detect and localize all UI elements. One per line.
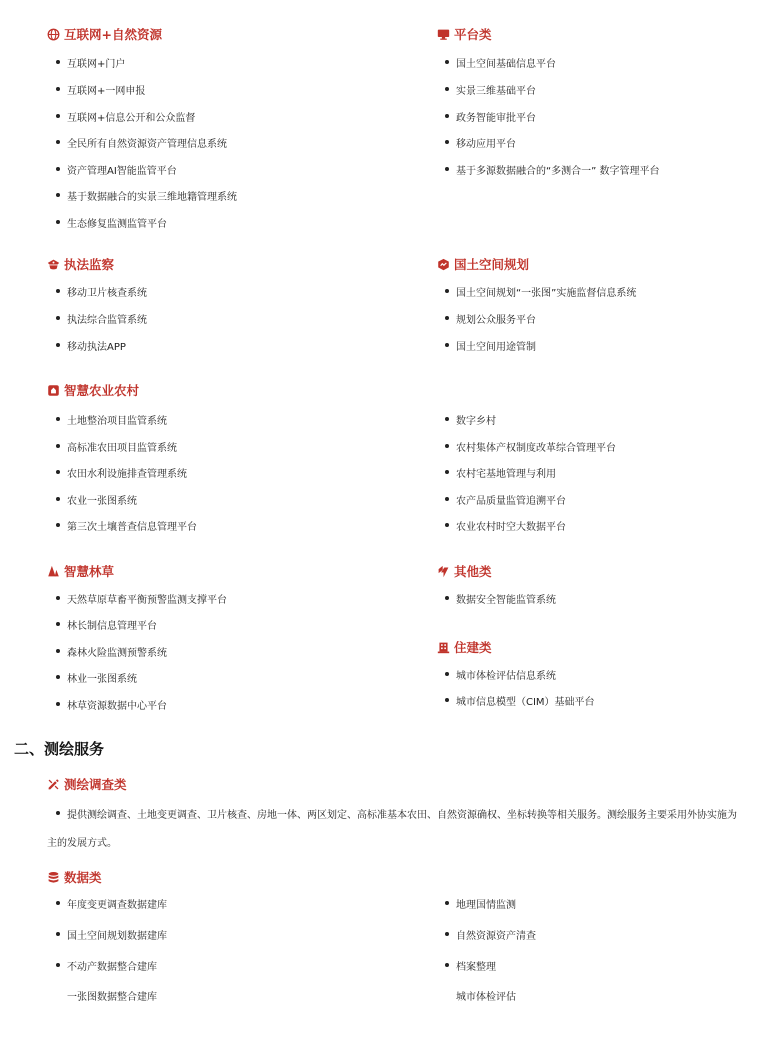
section-title-other <box>437 562 492 580</box>
list-item: 城市信息模型（CIM）基础平台 <box>456 693 595 708</box>
section-title-agri <box>47 381 139 399</box>
list-item: 城市体检评估信息系统 <box>456 667 556 682</box>
list-item: 国土空间用途管制 <box>456 338 536 353</box>
survey-description-line-1: 提供测绘调查、土地变更调查、卫片核查、房地一体、两区划定、高标准基本农田、自然资源确权、坐标转换等相关服务。测绘服务主要采用外协实施为 <box>67 806 737 821</box>
list-item: 一张图数据整合建库 <box>67 992 157 1003</box>
police-cap-icon <box>47 258 60 271</box>
list-item: 移动应用平台 <box>456 135 516 150</box>
hexagon-chart-icon <box>437 258 450 271</box>
section-title-data-label: 数据类 <box>64 870 102 885</box>
bolt-icon <box>437 565 450 578</box>
list-item: 农业一张图系统 <box>67 492 137 507</box>
list-item: 不动产数据整合建库 <box>67 958 157 973</box>
section-title-planning <box>437 255 529 273</box>
monitor-icon <box>437 28 450 41</box>
section-title-survey-label: 测绘调查类 <box>64 777 127 792</box>
section-title-enforcement-label: 执法监察 <box>64 257 115 272</box>
list-item: 国土空间基础信息平台 <box>456 55 556 70</box>
list-item: 数据安全智能监管系统 <box>456 591 556 606</box>
list-item: 农产品质量监管追溯平台 <box>456 492 566 507</box>
list-item: 规划公众服务平台 <box>456 311 536 326</box>
farm-icon <box>47 384 60 397</box>
list-item: 互联网+信息公开和公众监督 <box>67 109 195 124</box>
list-item: 高标准农田项目监管系统 <box>67 439 177 454</box>
list-item: 森林火险监测预警系统 <box>67 644 167 659</box>
database-icon <box>47 871 60 884</box>
list-item: 年度变更调查数据建库 <box>67 896 167 911</box>
section-title-internet <box>47 25 162 43</box>
pencil-ruler-icon <box>47 778 60 791</box>
list-item: 国土空间规划“一张图”实施监督信息系统 <box>456 284 636 299</box>
list-item: 政务智能审批平台 <box>456 109 536 124</box>
list-item: 农村宅基地管理与利用 <box>456 465 556 480</box>
building-icon <box>437 641 450 654</box>
list-item: 全民所有自然资源资产管理信息系统 <box>67 135 227 150</box>
list-item: 资产管理AI智能监管平台 <box>67 162 177 177</box>
section-title-construction-label: 住建类 <box>454 640 492 655</box>
list-item: 互联网+一网申报 <box>67 82 145 97</box>
list-item: 农村集体产权制度改革综合管理平台 <box>456 439 616 454</box>
section-title-agri-label: 智慧农业农村 <box>64 383 140 398</box>
list-item: 自然资源资产清查 <box>456 927 536 942</box>
section-title-construction <box>437 638 492 656</box>
section-title-forest-label: 智慧林草 <box>64 564 115 579</box>
list-item: 农业农村时空大数据平台 <box>456 518 566 533</box>
section-title-platform-label: 平台类 <box>454 27 492 42</box>
list-item: 档案整理 <box>456 958 496 973</box>
section-title-data <box>47 868 102 886</box>
section-title-enforcement <box>47 255 114 273</box>
section-title-survey <box>47 775 127 793</box>
list-item: 互联网+门户 <box>67 55 125 70</box>
section-heading-surveying-services: 二、测绘服务 <box>14 740 105 758</box>
section-title-platform <box>437 25 492 43</box>
list-item: 基于数据融合的实景三维地籍管理系统 <box>67 188 237 203</box>
survey-description-line-2: 主的发展方式。 <box>47 838 117 849</box>
section-title-forest <box>47 562 114 580</box>
list-item: 国土空间规划数据建库 <box>67 927 167 942</box>
list-item: 地理国情监测 <box>456 896 516 911</box>
list-item: 生态修复监测监管平台 <box>67 215 167 230</box>
list-item: 林长制信息管理平台 <box>67 617 157 632</box>
list-item: 基于多源数据融合的“多测合一” 数字管理平台 <box>456 162 660 177</box>
section-title-planning-label: 国土空间规划 <box>454 257 530 272</box>
section-title-internet-label: 互联网+自然资源 <box>64 27 162 42</box>
list-item: 执法综合监管系统 <box>67 311 147 326</box>
list-item: 第三次土壤普查信息管理平台 <box>67 518 197 533</box>
list-item: 林草资源数据中心平台 <box>67 697 167 712</box>
list-item: 移动执法APP <box>67 338 126 353</box>
list-item: 城市体检评估 <box>456 992 516 1003</box>
globe-icon <box>47 28 60 41</box>
list-item: 移动卫片核查系统 <box>67 284 147 299</box>
list-item: 天然草原草畜平衡预警监测支撑平台 <box>67 591 227 606</box>
list-item: 数字乡村 <box>456 412 496 427</box>
list-item: 农田水利设施排查管理系统 <box>67 465 187 480</box>
section-title-other-label: 其他类 <box>454 564 492 579</box>
tree-icon <box>47 565 60 578</box>
list-item: 实景三维基础平台 <box>456 82 536 97</box>
list-item: 林业一张图系统 <box>67 670 137 685</box>
list-item: 土地整治项目监管系统 <box>67 412 167 427</box>
